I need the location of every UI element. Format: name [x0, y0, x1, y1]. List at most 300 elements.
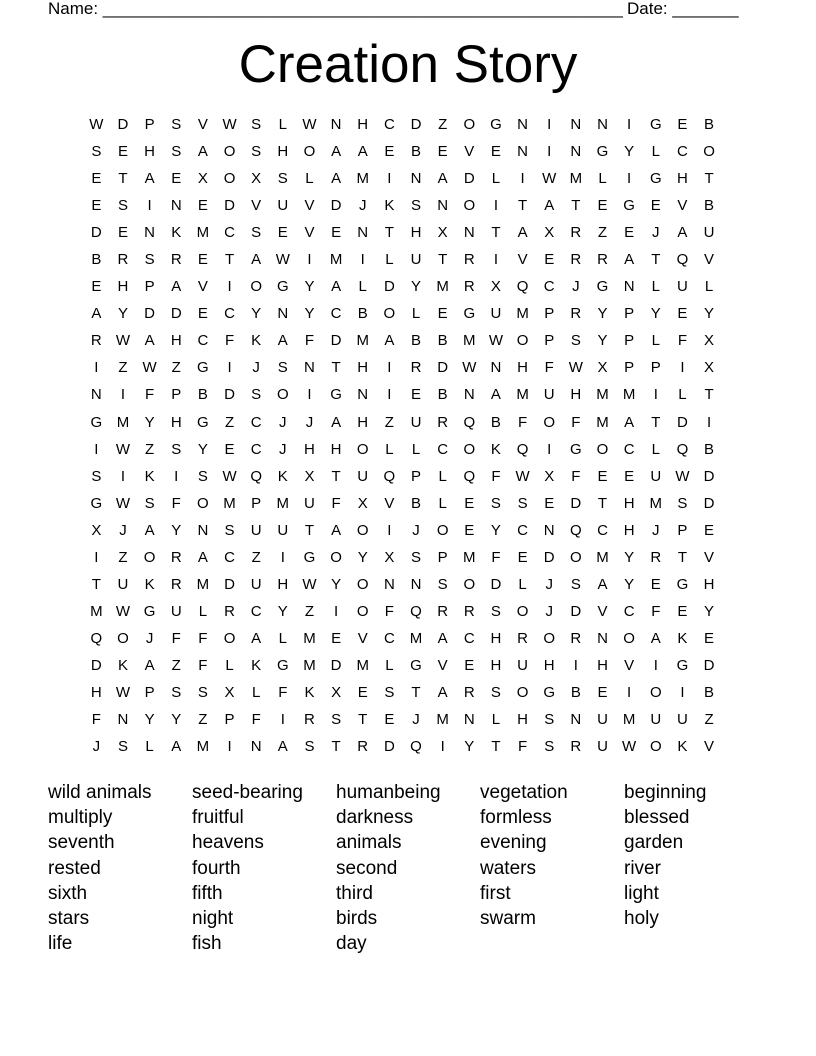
grid-letter: Q: [516, 440, 529, 458]
grid-letter: M: [463, 332, 476, 350]
grid-letter: T: [704, 386, 714, 404]
grid-letter: O: [463, 575, 476, 593]
grid-letter: H: [676, 170, 688, 188]
grid-letter: Z: [304, 602, 315, 620]
grid-letter: T: [677, 548, 687, 566]
word-list-item: sixth: [48, 882, 88, 904]
grid-letter: T: [491, 738, 501, 756]
grid-letter: P: [224, 711, 235, 729]
grid-letter: O: [330, 548, 342, 566]
grid-letter: Y: [331, 575, 342, 593]
grid-letter: D: [703, 494, 715, 512]
grid-letter: F: [251, 711, 261, 729]
grid-letter: A: [357, 143, 368, 161]
grid-letter: U: [650, 711, 662, 729]
grid-letter: L: [678, 386, 687, 404]
grid-letter: P: [171, 386, 182, 404]
grid-letter: N: [357, 386, 369, 404]
grid-letter: R: [517, 629, 528, 647]
grid-letter: G: [649, 170, 662, 188]
grid-letter: V: [464, 143, 475, 161]
grid-letter: G: [276, 278, 289, 296]
grid-letter: V: [437, 656, 448, 674]
grid-letter: S: [277, 170, 288, 188]
grid-letter: O: [649, 738, 662, 756]
grid-letter: M: [196, 738, 210, 756]
grid-letter: W: [675, 467, 690, 485]
grid-letter: M: [436, 711, 449, 729]
word-list-item: vegetation: [480, 782, 568, 803]
grid-letter: Z: [251, 548, 261, 566]
grid-letter: N: [463, 224, 475, 242]
grid-letter: S: [144, 251, 155, 269]
grid-letter: C: [250, 413, 262, 431]
grid-letter: A: [331, 521, 342, 539]
grid-letter: F: [91, 711, 101, 729]
grid-letter: M: [356, 656, 369, 674]
word-list-item: fifth: [192, 882, 223, 904]
grid-letter: E: [197, 305, 208, 323]
grid-letter: S: [490, 683, 501, 701]
grid-letter: O: [356, 602, 369, 620]
grid-letter: I: [280, 548, 285, 566]
grid-letter: T: [91, 575, 101, 593]
grid-letter: M: [516, 386, 529, 404]
grid-letter: Q: [383, 467, 396, 485]
grid-letter: U: [250, 521, 262, 539]
date-line: Date: _______: [627, 0, 739, 18]
grid-letter: K: [171, 224, 182, 242]
grid-letter: O: [570, 548, 582, 566]
grid-letter: O: [383, 305, 396, 323]
grid-letter: W: [542, 170, 557, 188]
word-list-item: life: [48, 933, 73, 955]
grid-letter: T: [571, 197, 581, 215]
grid-letter: R: [463, 602, 475, 620]
grid-letter: O: [276, 386, 289, 404]
grid-letter: U: [650, 467, 662, 485]
grid-letter: H: [490, 656, 502, 674]
grid-letter: H: [597, 656, 608, 674]
grid-letter: U: [277, 521, 289, 539]
grid-letter: N: [250, 738, 262, 756]
grid-letter: M: [649, 494, 663, 512]
grid-letter: X: [357, 494, 368, 512]
grid-letter: K: [384, 197, 395, 215]
grid-letter: N: [197, 521, 209, 539]
grid-letter: D: [703, 467, 715, 485]
word-list-item: fruitful: [192, 807, 244, 829]
grid-letter: V: [597, 602, 608, 620]
grid-letter: K: [677, 738, 688, 756]
grid-letter: Q: [250, 467, 262, 485]
grid-letter: Y: [144, 711, 155, 729]
grid-letter: Q: [90, 629, 103, 647]
grid-letter: L: [518, 575, 527, 593]
grid-letter: O: [356, 575, 369, 593]
grid-letter: A: [331, 413, 342, 431]
grid-letter: W: [275, 251, 290, 269]
grid-letter: E: [197, 251, 208, 269]
grid-letter: Y: [624, 575, 635, 593]
grid-letter: U: [703, 224, 715, 242]
grid-letter: G: [197, 359, 209, 377]
grid-letter: S: [251, 116, 262, 133]
grid-letter: T: [491, 224, 501, 242]
grid-letter: G: [463, 305, 476, 323]
grid-letter: U: [410, 251, 422, 269]
grid-letter: L: [225, 656, 234, 674]
grid-letter: M: [223, 494, 236, 512]
grid-letter: D: [330, 197, 342, 215]
grid-letter: L: [305, 170, 314, 188]
grid-letter: X: [490, 278, 501, 296]
grid-letter: R: [463, 251, 475, 269]
grid-letter: B: [357, 305, 368, 323]
grid-letter: N: [117, 711, 129, 729]
grid-letter: Q: [463, 467, 476, 485]
grid-letter: A: [144, 656, 155, 674]
grid-letter: E: [517, 548, 528, 566]
grid-letter: D: [543, 548, 555, 566]
grid-letter: S: [171, 440, 182, 458]
grid-letter: U: [597, 711, 608, 729]
grid-letter: S: [91, 143, 102, 161]
grid-letter: O: [223, 629, 236, 647]
grid-letter: S: [197, 683, 208, 701]
grid-letter: E: [677, 116, 688, 133]
grid-letter: N: [463, 386, 475, 404]
grid-letter: M: [276, 494, 290, 512]
grid-letter: O: [197, 494, 209, 512]
grid-letter: H: [117, 278, 129, 296]
grid-letter: P: [544, 332, 555, 350]
grid-letter: J: [652, 521, 660, 539]
grid-letter: V: [304, 197, 315, 215]
word-list-item: night: [192, 907, 234, 929]
grid-letter: M: [303, 656, 316, 674]
grid-letter: Y: [597, 332, 608, 350]
grid-letter: C: [676, 143, 688, 161]
grid-letter: T: [304, 521, 315, 539]
grid-letter: H: [330, 440, 342, 458]
grid-letter: I: [387, 170, 392, 188]
grid-letter: S: [517, 494, 528, 512]
grid-letter: V: [304, 224, 315, 242]
grid-letter: U: [676, 711, 688, 729]
grid-letter: I: [280, 711, 285, 729]
word-list: [48, 780, 768, 956]
word-list-item: day: [336, 933, 367, 955]
grid-letter: G: [276, 656, 289, 674]
grid-letter: S: [304, 738, 315, 756]
grid-letter: L: [385, 251, 394, 269]
grid-letter: D: [490, 575, 502, 593]
grid-letter: R: [597, 251, 608, 269]
grid-letter: W: [115, 440, 131, 458]
grid-letter: B: [91, 251, 102, 269]
grid-letter: H: [357, 116, 369, 133]
grid-letter: F: [171, 629, 181, 647]
grid-letter: J: [279, 413, 287, 431]
grid-letter: O: [516, 683, 529, 701]
grid-letter: W: [488, 332, 504, 350]
grid-letter: C: [250, 602, 262, 620]
grid-letter: F: [544, 359, 554, 377]
word-list-item: stars: [48, 907, 90, 929]
grid-letter: I: [147, 197, 152, 215]
word-list-item: formless: [480, 807, 552, 829]
word-list-item: rested: [48, 857, 101, 879]
grid-letter: Y: [117, 305, 128, 323]
grid-letter: A: [517, 224, 528, 242]
grid-letter: Z: [171, 656, 181, 674]
word-list-item: swarm: [480, 907, 536, 929]
grid-letter: E: [544, 494, 555, 512]
grid-letter: R: [357, 738, 369, 756]
grid-letter: J: [358, 197, 367, 215]
grid-letter: B: [411, 494, 422, 512]
grid-letter: H: [90, 683, 102, 701]
grid-letter: O: [649, 683, 662, 701]
grid-letter: N: [437, 197, 449, 215]
grid-letter: I: [360, 251, 365, 269]
grid-letter: E: [197, 197, 208, 215]
grid-letter: N: [597, 116, 608, 133]
grid-letter: M: [596, 548, 609, 566]
grid-letter: R: [570, 629, 582, 647]
grid-letter: A: [437, 683, 448, 701]
grid-letter: G: [330, 386, 342, 404]
grid-letter: K: [144, 467, 155, 485]
grid-letter: F: [517, 413, 528, 431]
grid-letter: T: [384, 224, 394, 242]
grid-letter: E: [224, 440, 235, 458]
grid-letter: I: [653, 656, 658, 674]
grid-letter: E: [704, 629, 715, 647]
grid-letter: L: [598, 170, 607, 188]
grid-letter: G: [90, 413, 103, 431]
grid-letter: K: [117, 656, 128, 674]
grid-letter: M: [409, 629, 423, 647]
grid-letter: M: [329, 251, 343, 269]
grid-letter: X: [197, 170, 208, 188]
grid-letter: L: [411, 440, 421, 458]
grid-letter: R: [90, 332, 102, 350]
grid-letter: I: [547, 143, 552, 161]
word-list-item: darkness: [336, 807, 414, 829]
word-list-item: waters: [480, 857, 536, 879]
grid-letter: I: [227, 359, 232, 377]
grid-letter: I: [174, 467, 179, 485]
grid-letter: O: [223, 143, 236, 161]
grid-letter: R: [224, 602, 235, 620]
grid-letter: H: [543, 656, 555, 674]
grid-letter: D: [117, 116, 129, 133]
grid-letter: M: [356, 170, 369, 188]
grid-letter: I: [120, 467, 126, 485]
grid-letter: I: [627, 116, 632, 133]
grid-letter: I: [493, 197, 499, 215]
grid-letter: V: [357, 629, 368, 647]
grid-letter: P: [144, 683, 155, 701]
grid-letter: X: [304, 467, 315, 485]
grid-letter: R: [170, 575, 182, 593]
grid-letter: H: [517, 359, 528, 377]
grid-letter: N: [383, 575, 395, 593]
grid-letter: A: [171, 278, 182, 296]
grid-letter: Y: [277, 602, 288, 620]
grid-letter: H: [517, 711, 528, 729]
grid-letter: A: [677, 224, 688, 242]
grid-letter: L: [491, 170, 501, 188]
grid-letter: V: [677, 197, 688, 215]
grid-letter: E: [437, 143, 448, 161]
grid-letter: S: [677, 494, 688, 512]
grid-letter: M: [596, 386, 609, 404]
grid-letter: Y: [597, 305, 608, 323]
grid-letter: N: [597, 629, 608, 647]
grid-letter: U: [597, 738, 608, 756]
grid-letter: R: [570, 251, 582, 269]
grid-letter: P: [624, 305, 635, 323]
grid-letter: U: [490, 305, 502, 323]
grid-letter: J: [412, 711, 420, 729]
word-list-item: seventh: [48, 832, 115, 854]
grid-letter: D: [703, 656, 715, 674]
page-title: Creation Story: [238, 35, 578, 94]
grid-letter: B: [704, 683, 715, 701]
word-list-item: light: [624, 882, 659, 904]
grid-letter: F: [491, 467, 501, 485]
grid-letter: L: [358, 278, 367, 296]
grid-letter: I: [227, 738, 232, 756]
grid-letter: N: [463, 711, 475, 729]
grid-letter: E: [357, 683, 368, 701]
grid-letter: N: [170, 197, 182, 215]
grid-letter: R: [570, 224, 582, 242]
word-list-item: fourth: [192, 857, 241, 879]
grid-letter: V: [624, 656, 635, 674]
grid-letter: S: [331, 711, 342, 729]
grid-letter: N: [517, 143, 528, 161]
grid-letter: B: [704, 116, 715, 133]
grid-letter: H: [623, 521, 635, 539]
grid-letter: D: [224, 386, 235, 404]
grid-letter: E: [597, 683, 608, 701]
grid-letter: S: [144, 494, 155, 512]
grid-letter: W: [115, 683, 131, 701]
grid-letter: N: [517, 116, 528, 133]
grid-letter: F: [571, 467, 581, 485]
word-list-item: multiply: [48, 807, 113, 829]
grid-letter: G: [623, 197, 635, 215]
grid-letter: A: [437, 629, 448, 647]
grid-letter: P: [437, 548, 448, 566]
grid-letter: F: [171, 494, 181, 512]
grid-letter: T: [438, 251, 448, 269]
grid-letter: G: [649, 116, 662, 133]
grid-letter: O: [303, 143, 316, 161]
grid-letter: S: [411, 197, 422, 215]
grid-letter: H: [623, 494, 635, 512]
grid-letter: G: [143, 602, 156, 620]
grid-letter: H: [570, 386, 582, 404]
grid-letter: E: [624, 467, 635, 485]
grid-letter: A: [331, 278, 342, 296]
grid-letter: X: [704, 359, 715, 377]
grid-letter: R: [170, 251, 182, 269]
grid-letter: I: [627, 170, 632, 188]
grid-letter: D: [383, 738, 395, 756]
grid-letter: F: [491, 548, 501, 566]
grid-letter: I: [547, 440, 552, 458]
word-list-item: third: [336, 882, 373, 904]
grid-letter: F: [331, 494, 341, 512]
grid-letter: B: [411, 143, 422, 161]
grid-letter: S: [117, 738, 128, 756]
grid-letter: A: [277, 738, 288, 756]
word-list-item: evening: [480, 832, 547, 854]
grid-letter: K: [304, 683, 315, 701]
grid-letter: O: [596, 440, 609, 458]
grid-letter: A: [144, 170, 155, 188]
grid-letter: S: [91, 467, 102, 485]
grid-letter: W: [115, 494, 131, 512]
grid-letter: I: [307, 251, 312, 269]
grid-letter: S: [171, 116, 182, 133]
grid-letter: L: [251, 683, 261, 701]
grid-letter: I: [387, 359, 392, 377]
grid-letter: B: [437, 332, 448, 350]
grid-letter: T: [331, 738, 341, 756]
grid-letter: M: [622, 386, 636, 404]
grid-letter: E: [650, 197, 661, 215]
grid-letter: V: [704, 548, 715, 566]
grid-letter: J: [545, 602, 553, 620]
grid-letter: K: [677, 629, 688, 647]
grid-letter: S: [544, 738, 555, 756]
grid-letter: R: [437, 413, 449, 431]
grid-letter: O: [356, 521, 369, 539]
grid-letter: M: [303, 629, 316, 647]
grid-letter: O: [516, 602, 529, 620]
grid-letter: I: [680, 683, 685, 701]
grid-letter: B: [411, 332, 422, 350]
grid-letter: L: [438, 467, 447, 485]
grid-letter: N: [543, 521, 555, 539]
grid-letter: C: [224, 224, 235, 242]
grid-letter: S: [384, 683, 395, 701]
grid-letter: J: [545, 575, 553, 593]
grid-letter: P: [144, 278, 155, 296]
grid-letter: V: [197, 278, 208, 296]
grid-letter: Y: [464, 738, 475, 756]
grid-letter: Z: [145, 440, 155, 458]
grid-letter: U: [517, 656, 528, 674]
grid-letter: R: [410, 359, 422, 377]
grid-letter: U: [543, 386, 555, 404]
grid-letter: B: [490, 413, 501, 431]
grid-letter: Y: [411, 278, 422, 296]
grid-letter: U: [304, 494, 315, 512]
grid-letter: U: [277, 197, 289, 215]
grid-letter: J: [145, 629, 154, 647]
grid-letter: S: [251, 224, 262, 242]
grid-letter: C: [543, 278, 555, 296]
grid-letter: X: [331, 683, 342, 701]
grid-letter: E: [544, 251, 555, 269]
